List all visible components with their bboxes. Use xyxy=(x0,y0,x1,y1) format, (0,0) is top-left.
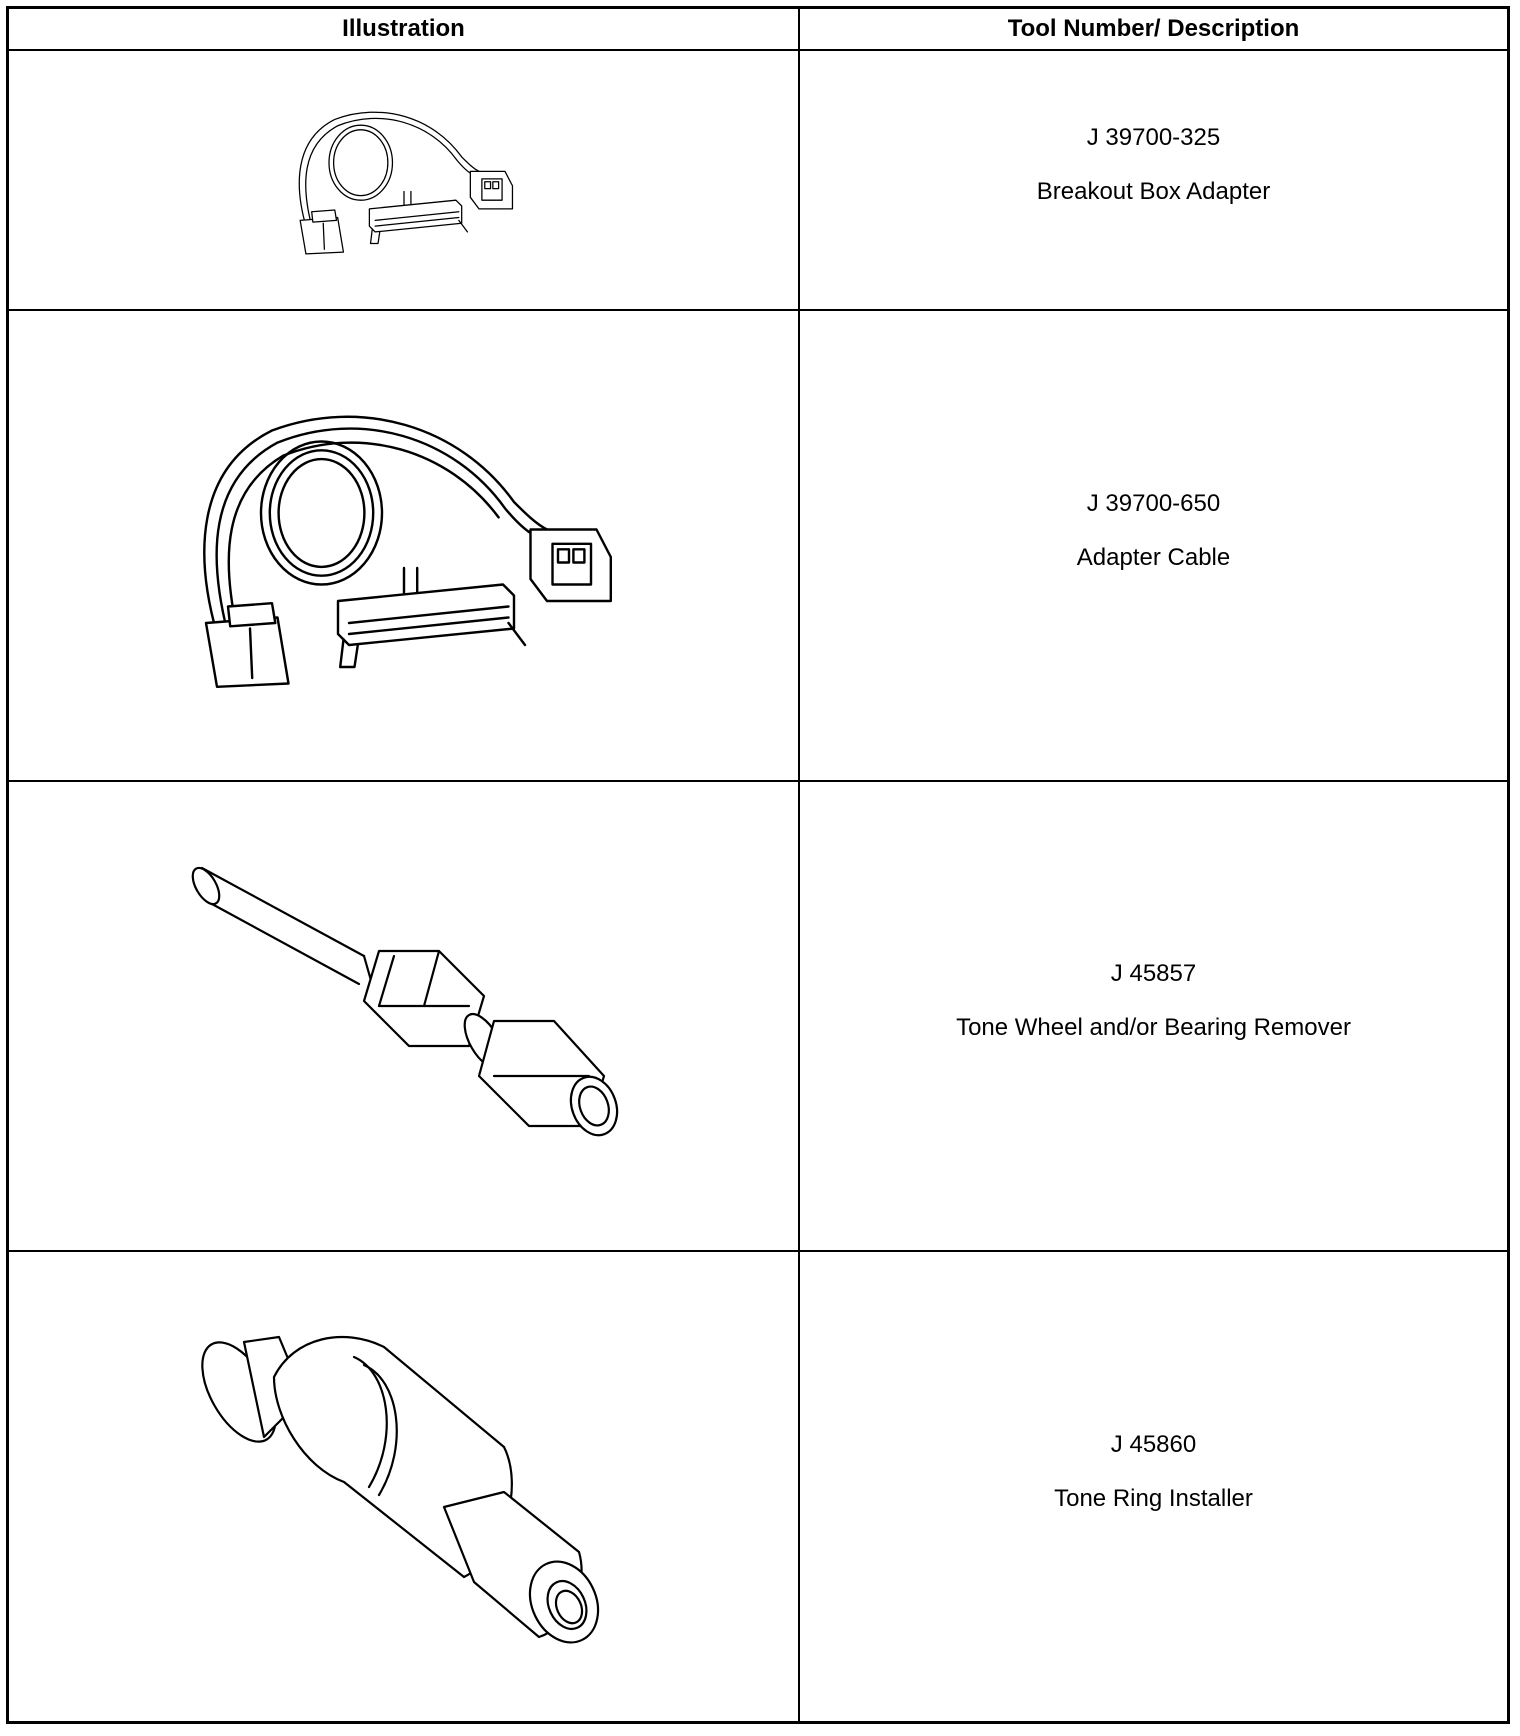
tool-number: J 39700-650 xyxy=(1086,489,1221,517)
table-row xyxy=(8,50,1509,310)
table-row xyxy=(8,1251,1509,1722)
description-cell xyxy=(799,310,1509,781)
illustration-cell xyxy=(8,50,800,310)
description-cell xyxy=(799,50,1509,310)
table-row xyxy=(8,781,1509,1252)
table-row xyxy=(8,310,1509,781)
header-illustration: Illustration xyxy=(8,8,800,51)
header-row xyxy=(8,8,1509,51)
wiring-harness-adapter-illustration xyxy=(184,401,624,691)
description-cell xyxy=(799,1251,1509,1722)
header-tool-number-description: Tool Number/ Description xyxy=(799,8,1509,51)
tool-description: Tone Wheel and/or Bearing Remover xyxy=(956,1014,1351,1042)
cylindrical-installer-illustration xyxy=(184,1317,624,1657)
wiring-harness-adapter-illustration xyxy=(284,105,524,255)
tools-table xyxy=(6,6,1510,1724)
description-cell xyxy=(799,781,1509,1252)
tool-number: J 39700-325 xyxy=(1086,124,1221,152)
tool-description: Breakout Box Adapter xyxy=(1036,178,1271,206)
illustration-cell xyxy=(8,310,800,781)
illustration-cell xyxy=(8,1251,800,1722)
illustration-cell xyxy=(8,781,800,1252)
tool-number: J 45860 xyxy=(1110,1430,1197,1458)
tool-description: Adapter Cable xyxy=(1076,543,1231,571)
bearing-remover-rod-illustration xyxy=(184,856,624,1176)
tool-description: Tone Ring Installer xyxy=(1054,1484,1253,1512)
tool-number: J 45857 xyxy=(1110,960,1197,988)
